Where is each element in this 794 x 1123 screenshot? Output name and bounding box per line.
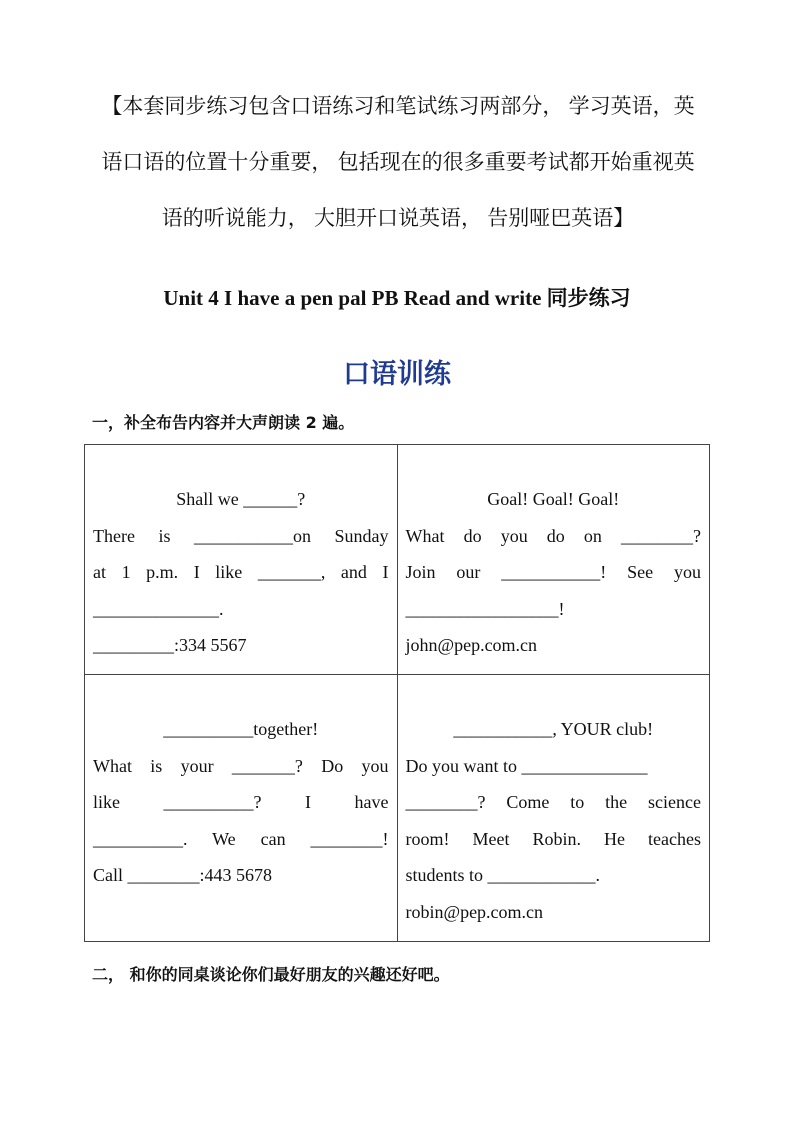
card-line: What is your _______? Do you (93, 755, 389, 776)
card-line: like __________? I have (93, 792, 389, 813)
card-line: Shall we ______? (176, 489, 306, 509)
card-line: Join our ___________! See you (405, 562, 701, 583)
notice-card-2 (397, 445, 710, 675)
card-line: john@pep.com.cn (405, 635, 538, 656)
section-title: 口语训练 (343, 359, 451, 390)
notice-card-1 (85, 445, 398, 675)
card-line: _________:334 5567 (93, 635, 247, 656)
card-line: Call ________:443 5678 (93, 865, 272, 886)
unit-title: Unit 4 I have a pen pal PB Read and write 同步练习 (163, 286, 631, 310)
card-line: students to ____________. (405, 865, 601, 886)
card-line: ________? Come to the science (405, 792, 701, 813)
card-line: _________________! (405, 598, 565, 619)
intro-line: 语口语的位置十分重要， 包括现在的很多重要考试都开始重视英 (101, 150, 695, 174)
intro-paragraph (78, 78, 718, 246)
card-line: Do you want to ______________ (405, 755, 648, 776)
intro-line: 【本套同步练习包含口语练习和笔试练习两部分， 学习英语，英 (101, 94, 695, 118)
question-1-label: 一，补全布告内容并大声朗读 2 遍。 (92, 413, 355, 432)
card-line: Goal! Goal! Goal! (487, 489, 620, 509)
notice-card-4 (397, 674, 710, 941)
card-line: ___________, YOUR club! (453, 718, 654, 739)
card-line: __________together! (163, 718, 319, 739)
notice-card-3 (85, 674, 398, 941)
notice-table (84, 444, 710, 942)
question-2-label: 二， 和你的同桌谈论你们最好朋友的兴趣还好吧。 (92, 965, 450, 984)
intro-line: 语的听说能力， 大胆开口说英语， 告别哑巴英语】 (161, 206, 635, 230)
card-line: robin@pep.com.cn (405, 901, 544, 922)
card-line: What do you do on ________? (405, 525, 701, 546)
card-line: There is ___________on Sunday (93, 525, 389, 546)
card-line: __________. We can ________! (93, 828, 389, 849)
card-line: at 1 p.m. I like _______, and I (93, 562, 389, 583)
card-line: room! Meet Robin. He teaches (405, 828, 701, 849)
card-line: ______________. (93, 598, 224, 619)
